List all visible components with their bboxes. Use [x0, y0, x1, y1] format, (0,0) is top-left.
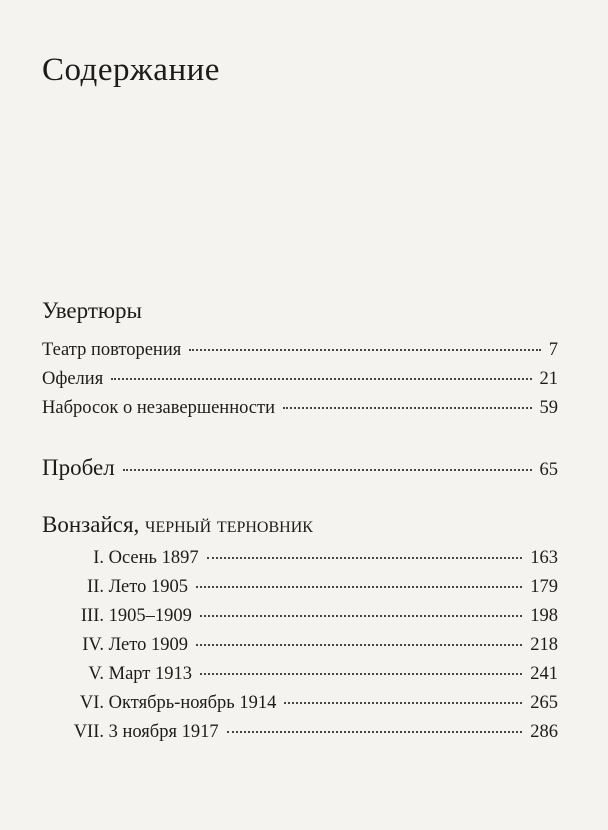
part-title: 1905–1909 — [108, 606, 192, 626]
leader-dots — [200, 673, 522, 675]
toc-entry[interactable] — [42, 369, 558, 390]
part-title: Лето 1905 — [108, 577, 188, 597]
leader-dots — [196, 586, 522, 588]
section-title-overtures: Увертюры — [42, 298, 143, 323]
part-title: Осень 1897 — [108, 548, 199, 568]
section-title-gap: Пробел — [42, 455, 115, 480]
toc-entry-page: 198 — [530, 606, 558, 626]
part-title: Октябрь-ноябрь 1914 — [108, 693, 277, 713]
toc-entry-page: 179 — [530, 577, 558, 597]
toc-entry-label: Театр повторения — [42, 340, 182, 360]
part-number: VI. — [79, 693, 104, 713]
toc-entry-page: 21 — [539, 369, 558, 389]
toc-entry[interactable] — [42, 606, 558, 627]
toc-entry-page: 59 — [539, 398, 558, 418]
bleed-through-text — [300, 55, 590, 575]
toc-entry-page: 286 — [530, 722, 558, 742]
toc-entry[interactable] — [42, 722, 558, 743]
toc-entry-label: Офелия — [42, 369, 104, 389]
toc-entry-label — [42, 635, 188, 656]
section-title-blackthorn — [42, 512, 313, 538]
part-number: IV. — [82, 635, 104, 655]
toc-entry-label — [42, 722, 219, 743]
toc-entry[interactable] — [42, 548, 558, 569]
toc-entry-label — [42, 664, 192, 685]
leader-dots — [283, 407, 531, 409]
leader-dots — [227, 731, 523, 733]
part-number: III. — [80, 606, 104, 626]
part-title: Лето 1909 — [108, 635, 188, 655]
toc-entry-label — [42, 548, 199, 569]
section-title-smallcaps: черный терновник — [145, 512, 313, 537]
leader-dots — [123, 469, 532, 471]
page-title: Содержание — [42, 52, 220, 88]
toc-entry[interactable] — [42, 340, 558, 361]
toc-entry-page: 163 — [530, 548, 558, 568]
part-title: 3 ноября 1917 — [108, 722, 219, 742]
toc-entry-page: 65 — [539, 460, 558, 480]
part-number: I. — [93, 548, 104, 568]
leader-dots — [284, 702, 522, 704]
toc-entry-page: 7 — [548, 340, 558, 360]
leader-dots — [196, 644, 522, 646]
leader-dots — [200, 615, 522, 617]
toc-entry[interactable] — [42, 577, 558, 598]
part-number: V. — [88, 664, 104, 684]
leader-dots — [207, 557, 523, 559]
toc-entry[interactable] — [42, 693, 558, 714]
toc-entry-label — [42, 693, 276, 714]
toc-entry-label: Набросок о незавершенности — [42, 398, 276, 418]
part-number: II. — [87, 577, 104, 597]
section-title-first: Вонзайся, — [42, 512, 146, 537]
toc-entry[interactable] — [42, 664, 558, 685]
toc-entry-label — [42, 577, 188, 598]
toc-entry-page: 218 — [530, 635, 558, 655]
toc-entry-page: 265 — [530, 693, 558, 713]
leader-dots — [189, 349, 541, 351]
toc-entry[interactable] — [42, 398, 558, 419]
toc-entry[interactable] — [42, 635, 558, 656]
part-title: Март 1913 — [108, 664, 193, 684]
toc-section-gap[interactable] — [42, 455, 558, 481]
leader-dots — [111, 378, 531, 380]
toc-entry-page: 241 — [530, 664, 558, 684]
part-number: VII. — [73, 722, 104, 742]
toc-entry-label — [42, 606, 192, 627]
